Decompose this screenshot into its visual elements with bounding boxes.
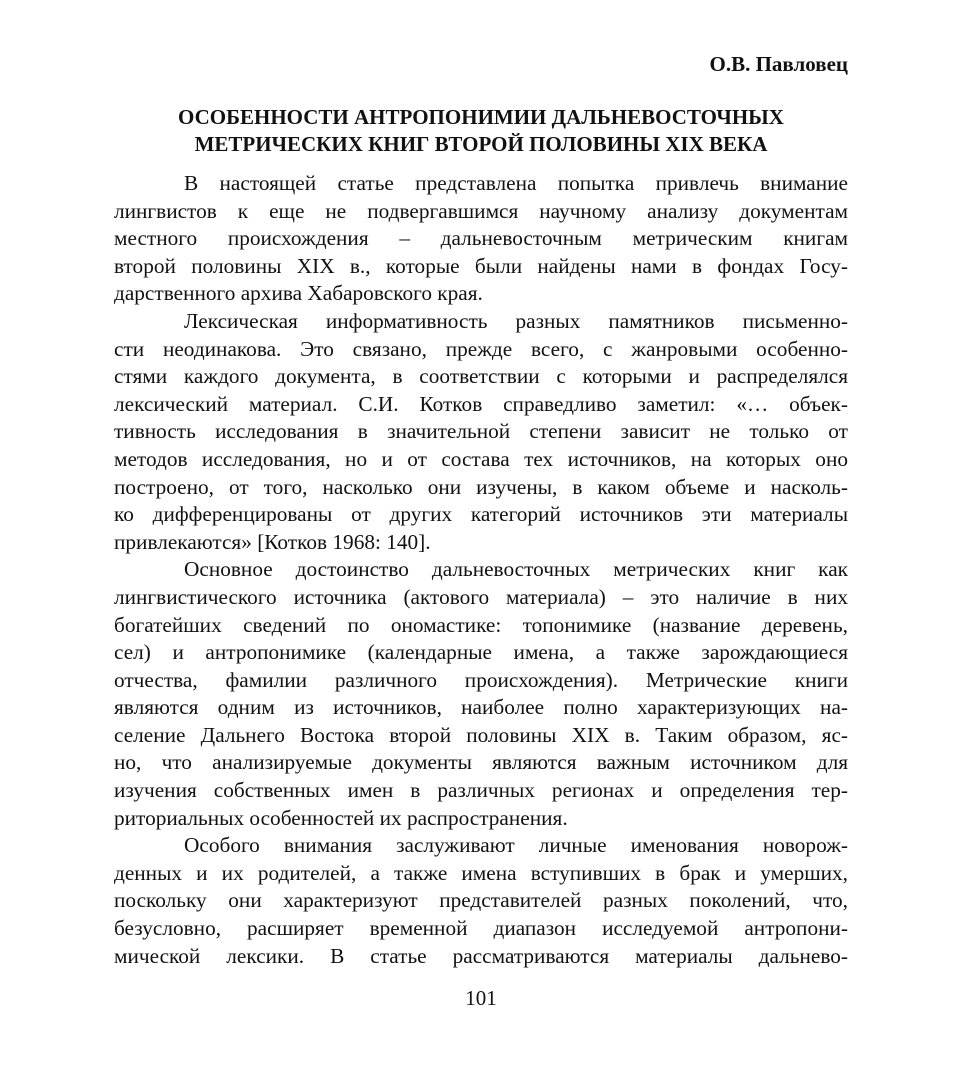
paragraph-3-line: Основное достоинство дальневосточных метрических книг как	[184, 557, 848, 582]
article-body	[114, 170, 848, 970]
paragraph-2-line: Лексическая информативность разных памятников письменно-	[184, 308, 848, 333]
paragraph-2-line: построено, от того, насколько они изучены, в каком объеме и насколь-	[114, 474, 848, 499]
paragraph-4-line: поскольку они характеризуют представителей разных поколений, что,	[114, 888, 848, 913]
paragraph-3-line: селение Дальнего Востока второй половины XIX в. Таким образом, яс-	[114, 722, 848, 747]
paragraph-2-line: методов исследования, но и от состава тех источников, на которых оно	[114, 446, 848, 471]
paragraph-3-line: но, что анализируемые документы являются важным источником для	[114, 750, 848, 775]
paragraph-1-line: В настоящей статье представлена попытка привлечь внимание	[184, 171, 848, 195]
author-name: О.В. Павловец	[709, 52, 848, 76]
paragraph-3-line: лингвистического источника (актового материала) – это наличие в них	[114, 584, 848, 609]
paragraph-2-line: сти неодинакова. Это связано, прежде всего, с жанровыми особенно-	[114, 336, 848, 361]
title-line: ОСОБЕННОСТИ АНТРОПОНИМИИ ДАЛЬНЕВОСТОЧНЫХ	[178, 105, 784, 129]
paragraph-2-line: привлекаются» [Котков 1968: 140].	[114, 529, 431, 554]
article-title	[114, 104, 848, 158]
paragraph-3-line: богатейших сведений по ономастике: топонимике (название деревень,	[114, 612, 848, 637]
paragraph-1-line: второй половины XIX в., которые были найдены нами в фондах Госу-	[114, 253, 848, 278]
paragraph-4-line: мической лексики. В статье рассматриваются материалы дальнево-	[114, 943, 848, 968]
paragraph-1-line: лингвистов к еще не подвергавшимся научному анализу документам	[114, 198, 848, 223]
paragraph-2-line: лексический материал. С.И. Котков справедливо заметил: «… объек-	[114, 391, 848, 416]
paragraph-3-line: риториальных особенностей их распространения.	[114, 805, 568, 830]
paragraph-4-line: денных и их родителей, а также имена вступивших в брак и умерших,	[114, 860, 848, 885]
paragraph-1-line: дарственного архива Хабаровского края.	[114, 281, 483, 306]
paragraph-4-line: безусловно, расширяет временной диапазон исследуемой антропони-	[114, 916, 848, 941]
paragraph-1-line: местного происхождения – дальневосточным метрическим книгам	[114, 226, 848, 251]
paragraph-2-line: стями каждого документа, в соответствии с которыми и распределялся	[114, 364, 848, 389]
paragraph-2-line: тивность исследования в значительной степени зависит не только от	[114, 419, 848, 444]
paragraph-3-line: отчества, фамилии различного происхождения). Метрические книги	[114, 667, 848, 692]
paragraph-4-line: Особого внимания заслуживают личные именования новорож-	[184, 833, 848, 858]
paragraph-3-line: сел) и антропонимике (календарные имена, а также зарождающиеся	[114, 640, 848, 665]
paragraph-2-line: ко дифференцированы от других категорий источников эти материалы	[114, 502, 848, 527]
paragraph-3-line: изучения собственных имен в различных регионах и определения тер-	[114, 778, 848, 803]
paragraph-3-line: являются одним из источников, наиболее полно характеризующих на-	[114, 695, 848, 720]
page-number: 101	[465, 986, 497, 1010]
title-line: МЕТРИЧЕСКИХ КНИГ ВТОРОЙ ПОЛОВИНЫ XIX ВЕКА	[194, 132, 768, 156]
